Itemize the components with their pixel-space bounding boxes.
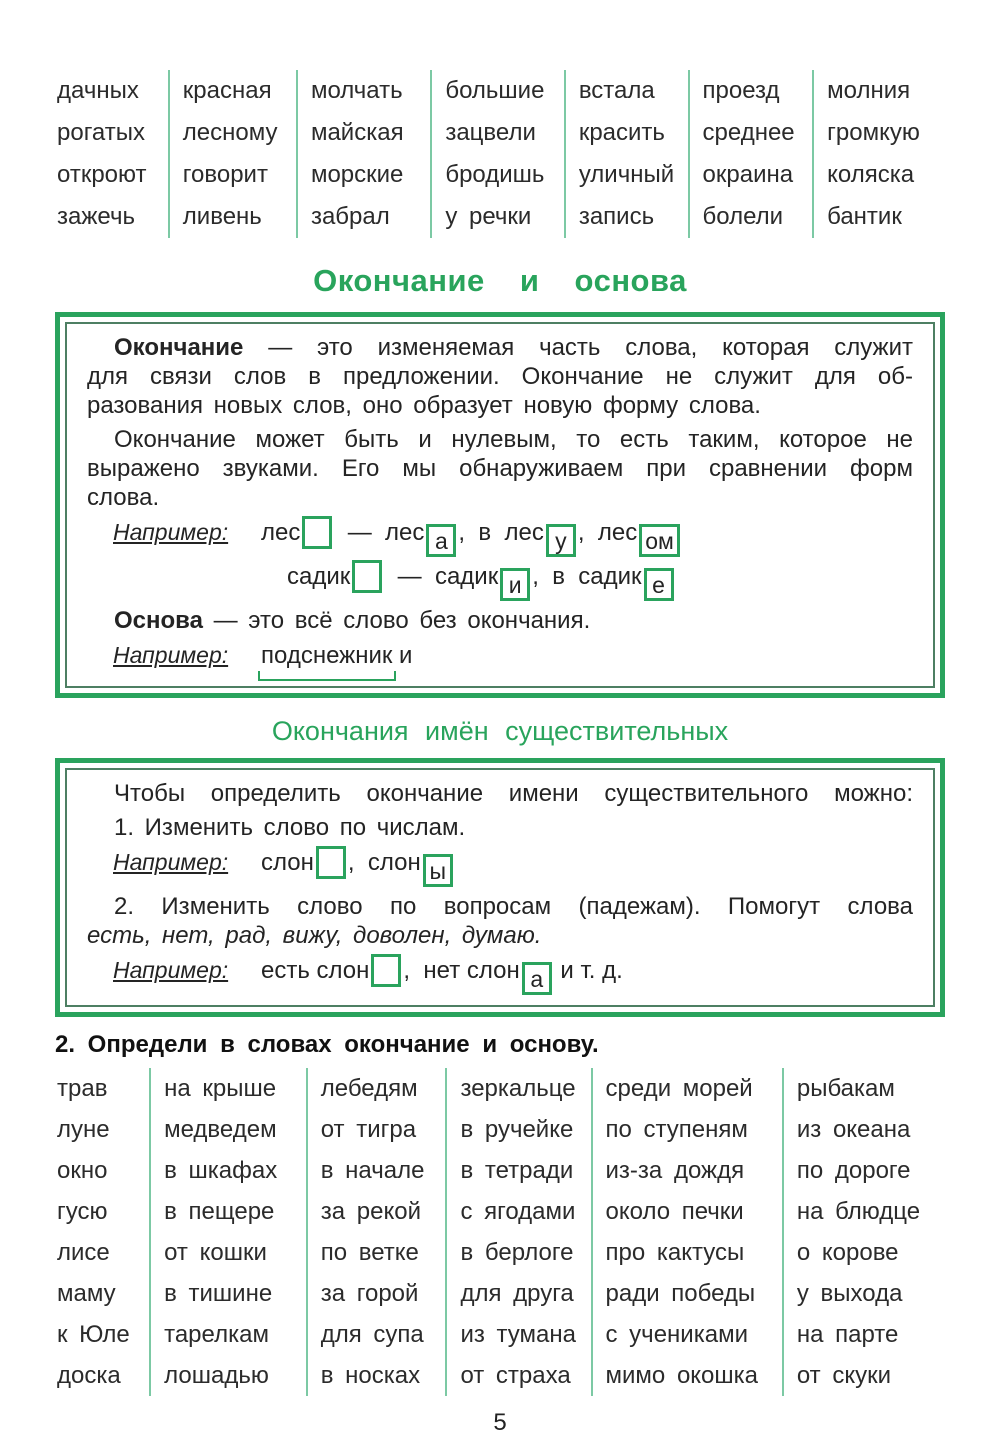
- empty-ending-box: [352, 560, 382, 593]
- word-cell: по дороге: [796, 1157, 911, 1184]
- word-cell: для друга: [460, 1280, 574, 1307]
- empty-ending-box: [371, 954, 401, 987]
- word-cell: у речки: [445, 203, 532, 230]
- subsection-heading: Окончания имён существительных: [271, 716, 729, 746]
- word-column: [55, 1068, 151, 1396]
- word-cell: с учениками: [605, 1321, 748, 1348]
- example-tokens-slon-1: [261, 849, 455, 884]
- word-column: [784, 1068, 945, 1396]
- word-cell: от кошки: [164, 1239, 267, 1266]
- word-cell: лесному: [182, 119, 278, 146]
- ending-box: а: [426, 524, 456, 557]
- term-okonchanie: Окончание: [114, 334, 244, 361]
- rule-intro-line: Чтобы определить окончание имени существительного можно:: [114, 780, 913, 807]
- word-cell: маму: [57, 1280, 116, 1307]
- ending-box: и: [500, 568, 530, 601]
- word-cell: бродишь: [445, 161, 545, 188]
- text-run: садик: [287, 563, 351, 590]
- word-cell: коляска: [827, 161, 915, 188]
- text-run: есть слон: [261, 957, 370, 984]
- word-cell: уличный: [578, 161, 675, 188]
- example-tokens-sadik: [287, 563, 676, 598]
- word-cell: с ягодами: [460, 1198, 576, 1225]
- word-cell: на крыше: [164, 1075, 277, 1102]
- word-cell: от тигра: [320, 1116, 417, 1143]
- word-column: [55, 70, 170, 238]
- text-run: — лес: [334, 519, 425, 546]
- word-cell: лошадью: [164, 1362, 269, 1389]
- word-cell: доска: [57, 1362, 121, 1389]
- example-tokens-les: [261, 519, 682, 554]
- example-line-slon-2: [113, 950, 913, 995]
- definition-box-ending: [55, 312, 945, 698]
- word-cell: по ветке: [320, 1239, 419, 1266]
- word-column: [814, 70, 945, 238]
- word-column: [432, 70, 566, 238]
- ending-def-line-3: разования новых слов, оно образует новую форму слова.: [87, 392, 761, 419]
- word-table-bottom: [55, 1068, 945, 1396]
- word-cell: зажечь: [57, 203, 135, 230]
- rule-item-2-line-1: 2. Изменить слово по вопросам (падежам). Помогут слова: [114, 893, 913, 920]
- zero-ending-line-2: выражено звуками. Его мы обнаруживаем при сравнении форм: [87, 455, 913, 482]
- page-number: 5: [493, 1409, 507, 1436]
- example-tokens-podsnezhnik: [261, 642, 412, 669]
- definition-box-ending-inner: [65, 322, 935, 688]
- word-cell: среднее: [702, 119, 795, 146]
- word-cell: молния: [827, 77, 911, 104]
- ending-box: а: [522, 962, 552, 995]
- text-run: слон: [261, 849, 314, 876]
- ending-box: е: [644, 568, 674, 601]
- word-cell: встала: [578, 77, 655, 104]
- text-run: — садик: [384, 563, 499, 590]
- word-cell: от скуки: [796, 1362, 892, 1389]
- rule-box-noun-endings: [55, 758, 945, 1017]
- word-cell: на блюдце: [796, 1198, 921, 1225]
- word-cell: мимо окошка: [605, 1362, 759, 1389]
- word-column: [170, 70, 298, 238]
- word-cell: зеркальце: [460, 1075, 576, 1102]
- zero-ending-line-1: Окончание может быть и нулевым, то есть таким, которое не: [114, 426, 913, 453]
- word-cell: в пещере: [164, 1198, 275, 1225]
- word-cell: из тумана: [460, 1321, 576, 1348]
- word-cell: луне: [57, 1116, 110, 1143]
- word-cell: в носках: [320, 1362, 421, 1389]
- word-cell: проезд: [702, 77, 780, 104]
- word-cell: окно: [57, 1157, 108, 1184]
- example-line-les: [113, 512, 913, 557]
- word-cell: по ступеням: [605, 1116, 748, 1143]
- word-cell: большие: [445, 77, 545, 104]
- word-cell: в тетради: [460, 1157, 574, 1184]
- example-label: Например:: [113, 957, 229, 983]
- word-cell: трав: [57, 1075, 108, 1102]
- word-cell: у выхода: [796, 1280, 903, 1307]
- word-column: [447, 1068, 592, 1396]
- text-run: и т. д.: [553, 957, 623, 984]
- word-cell: забрал: [310, 203, 390, 230]
- word-cell: молчать: [310, 77, 403, 104]
- word-cell: морские: [310, 161, 404, 188]
- word-cell: в берлоге: [460, 1239, 574, 1266]
- word-cell: около печки: [605, 1198, 744, 1225]
- word-cell: от страха: [460, 1362, 571, 1389]
- word-cell: тарелкам: [164, 1321, 269, 1348]
- example-line-slon-1: [113, 842, 913, 887]
- empty-ending-box: [302, 516, 332, 549]
- word-cell: за рекой: [320, 1198, 421, 1225]
- word-cell: красная: [182, 77, 272, 104]
- example-label: Например:: [113, 849, 229, 875]
- word-cell: зацвели: [445, 119, 536, 146]
- word-cell: из-за дождя: [605, 1157, 745, 1184]
- word-cell: лебедям: [320, 1075, 418, 1102]
- ending-def-text-1: — это изменяемая часть слова, которая служит: [243, 334, 913, 361]
- word-cell: в начале: [320, 1157, 425, 1184]
- word-cell: болели: [702, 203, 784, 230]
- word-cell: в шкафах: [164, 1157, 278, 1184]
- rule-item-2-line-2: есть, нет, рад, вижу, доволен, думаю.: [87, 922, 542, 949]
- word-cell: из океана: [796, 1116, 911, 1143]
- example-label: Например:: [113, 519, 229, 545]
- word-column: [298, 70, 432, 238]
- word-cell: откроют: [57, 161, 147, 188]
- rule-box-noun-endings-inner: [65, 768, 935, 1007]
- word-cell: майская: [310, 119, 404, 146]
- empty-ending-box: [316, 846, 346, 879]
- word-column: [690, 70, 815, 238]
- word-cell: рогатых: [57, 119, 145, 146]
- exercise-title: 2. Определи в словах окончание и основу.: [55, 1031, 599, 1058]
- word-cell: лисе: [57, 1239, 110, 1266]
- text-run: и: [392, 642, 413, 669]
- word-cell: рыбакам: [796, 1075, 895, 1102]
- word-cell: среди морей: [605, 1075, 753, 1102]
- term-osnova: Основа: [114, 607, 203, 634]
- word-cell: говорит: [182, 161, 268, 188]
- stem-bracket-word: подснежник: [261, 636, 392, 676]
- word-table-top: [55, 70, 945, 238]
- ending-box: ы: [423, 854, 453, 887]
- word-cell: в тишине: [164, 1280, 273, 1307]
- word-cell: дачных: [57, 77, 139, 104]
- word-cell: бантик: [827, 203, 902, 230]
- word-cell: гусю: [57, 1198, 108, 1225]
- word-cell: ливень: [182, 203, 262, 230]
- word-cell: громкую: [827, 119, 920, 146]
- example-label: Например:: [113, 642, 229, 668]
- example-tokens-slon-2: [261, 957, 623, 992]
- ending-box: ом: [639, 524, 680, 557]
- word-column: [593, 1068, 784, 1396]
- word-cell: окраина: [702, 161, 794, 188]
- word-cell: медведем: [164, 1116, 277, 1143]
- word-column: [308, 1068, 448, 1396]
- word-cell: в ручейке: [460, 1116, 574, 1143]
- example-line-sadik: [287, 557, 913, 601]
- word-cell: ради победы: [605, 1280, 756, 1307]
- word-cell: запись: [578, 203, 655, 230]
- word-cell: про кактусы: [605, 1239, 745, 1266]
- text-run: , слон: [347, 849, 421, 876]
- example-line-podsnezhnik: [113, 635, 913, 676]
- word-cell: для супа: [320, 1321, 424, 1348]
- text-run: лес: [261, 519, 301, 546]
- word-column: [566, 70, 690, 238]
- text-run: , нет слон: [403, 957, 520, 984]
- word-cell: к Юле: [57, 1321, 130, 1348]
- ending-def-line-1: [87, 333, 913, 362]
- word-cell: красить: [578, 119, 665, 146]
- word-cell: за горой: [320, 1280, 419, 1307]
- ending-def-line-2: для связи слов в предложении. Окончание не служит для об-: [87, 363, 913, 390]
- ending-box: у: [546, 524, 576, 557]
- text-run: , лес: [577, 519, 638, 546]
- osnova-def-line: [87, 606, 913, 635]
- osnova-def-text: — это всё слово без окончания.: [202, 607, 591, 634]
- word-cell: на парте: [796, 1321, 899, 1348]
- word-cell: о корове: [796, 1239, 899, 1266]
- zero-ending-line-3: слова.: [87, 484, 160, 511]
- text-run: , в садик: [532, 563, 642, 590]
- section-heading: Окончание и основа: [313, 263, 687, 298]
- word-column: [151, 1068, 308, 1396]
- rule-item-1: 1. Изменить слово по числам.: [114, 814, 466, 841]
- text-run: , в лес: [458, 519, 544, 546]
